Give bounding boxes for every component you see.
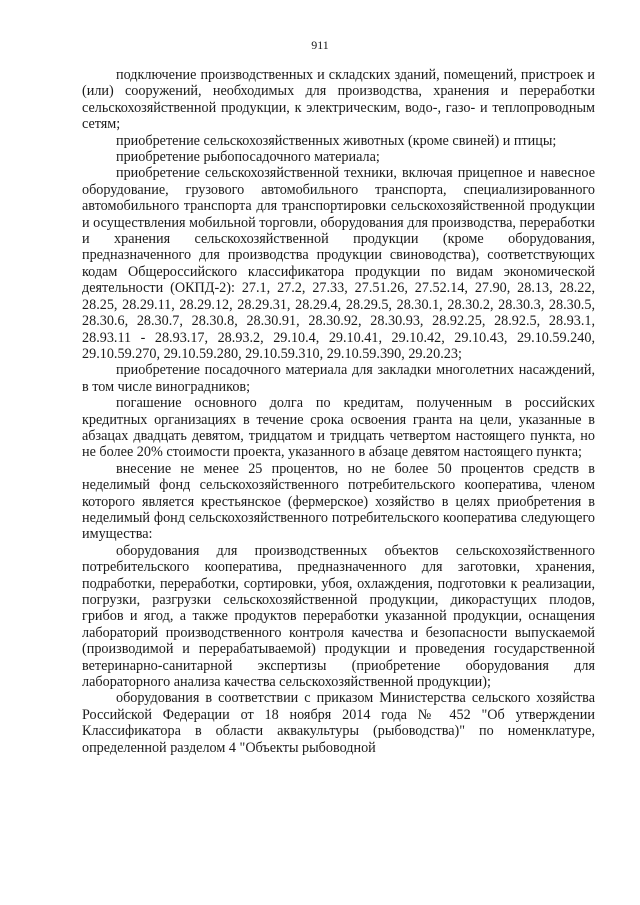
paragraph-aquaculture-equipment: оборудования в соответствии с приказом Министерства сельского хозяйства Российской Федерации от 18 ноября 2014 года № 452 "Об утверждении Классификатора в области аквакультуры (рыбоводства)" по номенклатуре, определенной разделом 4 "Объекты рыбоводной xyxy=(82,690,595,756)
paragraph-cooperative-fund: внесение не менее 25 процентов, но не более 50 процентов средств в неделимый фонд сельскохозяйственного потребительского кооператива, членом которого является крестьянское (фермерское) хозяйство в целях приобретения в неделимый фонд сельскохозяйственного потребительского кооператива следующего имущества: xyxy=(82,460,595,543)
paragraph-planting-material: приобретение посадочного материала для закладки многолетних насаждений, в том числе виноградников; xyxy=(82,362,595,395)
paragraph-loan-repayment: погашение основного долга по кредитам, полученным в российских кредитных организациях в течение срока освоения гранта на цели, указанные в абзацах двадцать девятом, тридцатом и тридцать четвертом настоящего пункта, но не более 20% стоимости проекта, указанного в абзаце девятом настоящего пункта; xyxy=(82,395,595,461)
paragraph-fish-stock-purchase: приобретение рыбопосадочного материала; xyxy=(116,149,380,166)
paragraph-machinery-purchase: приобретение сельскохозяйственной техники, включая прицепное и навесное оборудование, грузового автомобильного транспорта, специализированного автомобильного транспорта для транспортировки сельскохозяйственной продукции и осуществления мобильной торговли, оборудования для производства, переработки и хранения сельскохозяйственной продукции (кроме оборудования, предназначенного для производства продукции свиноводства), соответствующих кодам Общероссийского классификатора продукции по видам экономической деятельности (ОКПД-2): 27.1, 27.2, 27.33, 27.51.26, 27.52.14, 27.90, 28.13, 28.22, 28.25, 28.29.11, 28.29.12, 28.29.31, 28.29.4, 28.29.5, 28.30.1, 28.30.2, 28.30.3, 28.30.5, 28.30.6, 28.30.7, 28.30.8, 28.30.91, 28.30.92, 28.30.93, 28.92.25, 28.92.5, 28.93.1, 28.93.11 - 28.93.17, 28.93.2, 29.10.4, 29.10.41, 29.10.42, 29.10.43, 29.10.59.240, 29.10.59.270, 29.10.59.280, 29.10.59.310, 29.10.59.390, 29.20.23; xyxy=(82,165,595,362)
document-body xyxy=(82,67,595,756)
paragraph-cooperative-equipment: оборудования для производственных объектов сельскохозяйственного потребительского кооператива, предназначенного для заготовки, хранения, подработки, переработки, сортировки, убоя, охлаждения, подготовки к реализации, погрузки, разгрузки сельскохозяйственной продукции, дикорастущих плодов, грибов и ягод, а также продуктов переработки указанной продукции, оснащения лабораторий производственного контроля качества и безопасности выпускаемой (производимой и перерабатываемой) продукции и проведения государственной ветеринарно-санитарной экспертизы (приобретение оборудования для лабораторного анализа качества сельскохозяйственной продукции); xyxy=(82,542,595,691)
paragraph-connection-networks: подключение производственных и складских зданий, помещений, пристроек и (или) сооружений, необходимых для производства, хранения и переработки сельскохозяйственной продукции, к электрическим, водо-, газо- и теплопроводным сетям; xyxy=(82,67,595,133)
page-number: 911 xyxy=(311,38,329,52)
paragraph-livestock-purchase: приобретение сельскохозяйственных животных (кроме свиней) и птицы; xyxy=(116,132,557,149)
